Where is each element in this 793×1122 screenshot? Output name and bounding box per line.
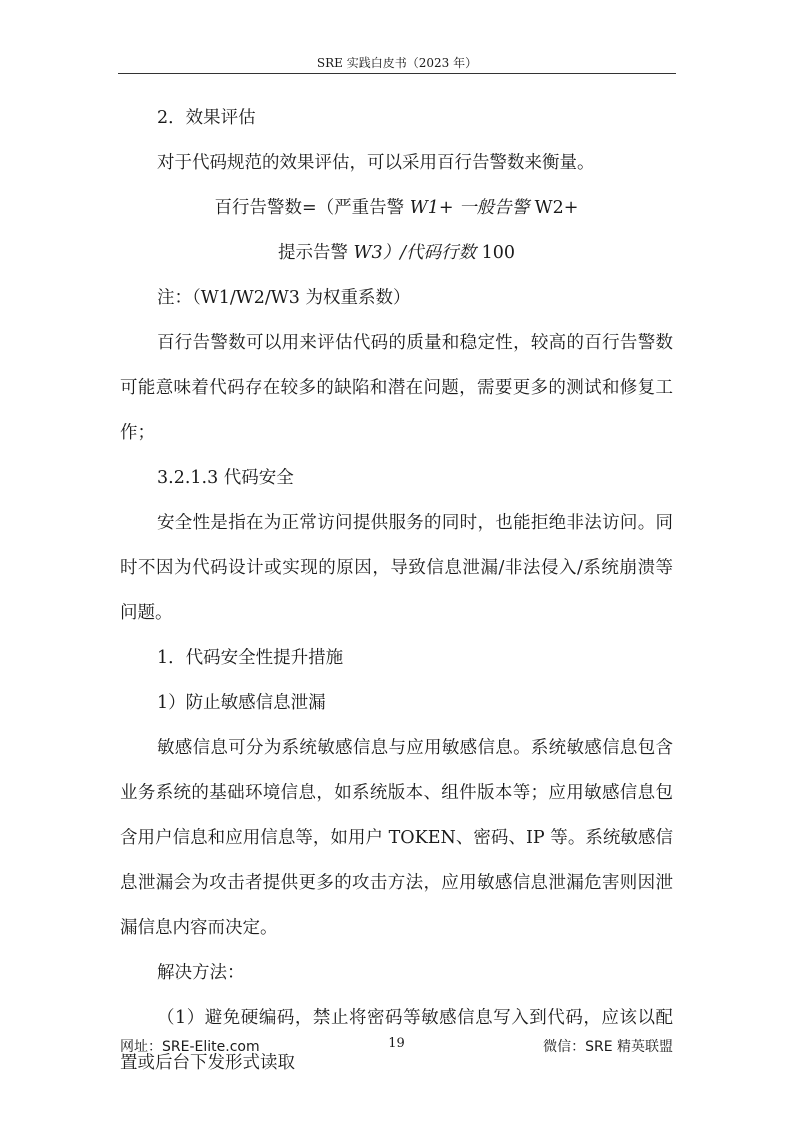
document-body xyxy=(120,96,673,1086)
formula-text-italic: W3）/代码行数 xyxy=(353,243,477,263)
formula-text-italic: W1+ 一般告警 xyxy=(409,198,530,218)
formula-text: W2+ xyxy=(529,198,579,218)
paragraph-security: 安全性是指在为正常访问提供服务的同时，也能拒绝非法访问。同时不因为代码设计或实现的原因，导致信息泄漏/非法侵入/系统崩溃等问题。 xyxy=(120,513,673,623)
paragraph-effect-intro: 对于代码规范的效果评估，可以采用百行告警数来衡量。 xyxy=(157,153,595,173)
section-heading-effect: 2．效果评估 xyxy=(157,108,256,128)
paragraph-sensitive-info: 敏感信息可分为系统敏感信息与应用敏感信息。系统敏感信息包含业务系统的基础环境信息，如系统版本、组件版本等；应用敏感信息包含用户信息和应用信息等，如用户 TOKEN、密码、IP 等。系统敏感信息泄漏会为攻击者提供更多的攻击方法，应用敏感信息泄漏危害则因泄漏信息内容而决定。 xyxy=(120,738,673,938)
formula-line-1 xyxy=(120,186,673,231)
page-number: 19 xyxy=(388,1036,405,1051)
footer-website: 网址：SRE-Elite.com xyxy=(120,1039,260,1055)
paragraph-alert-count: 百行告警数可以用来评估代码的质量和稳定性，较高的百行告警数可能意味着代码存在较多的缺陷和潜在问题，需要更多的测试和修复工作； xyxy=(120,333,673,443)
formula-text: 提示告警 xyxy=(277,243,354,263)
paragraph-solution-1: （1）避免硬编码，禁止将密码等敏感信息写入到代码，应该以配置或后台下发形式读取 xyxy=(120,1008,673,1073)
subheading-measures: 1．代码安全性提升措施 xyxy=(157,648,344,668)
subheading-prevent-leak: 1）防止敏感信息泄漏 xyxy=(157,693,326,713)
section-heading-security: 3.2.1.3 代码安全 xyxy=(157,468,294,488)
header-divider xyxy=(118,73,676,74)
footer-wechat: 微信：SRE 精英联盟 xyxy=(543,1039,673,1055)
page-header: SRE 实践白皮书（2023 年） xyxy=(316,56,478,70)
formula-text: 100 xyxy=(476,243,516,263)
formula-text: 百行告警数=（严重告警 xyxy=(214,198,410,218)
note: 注：（W1/W2/W3 为权重系数） xyxy=(157,288,411,308)
formula-line-2 xyxy=(120,231,673,276)
page-footer xyxy=(120,1036,673,1058)
subheading-solution: 解决方法： xyxy=(157,963,245,983)
